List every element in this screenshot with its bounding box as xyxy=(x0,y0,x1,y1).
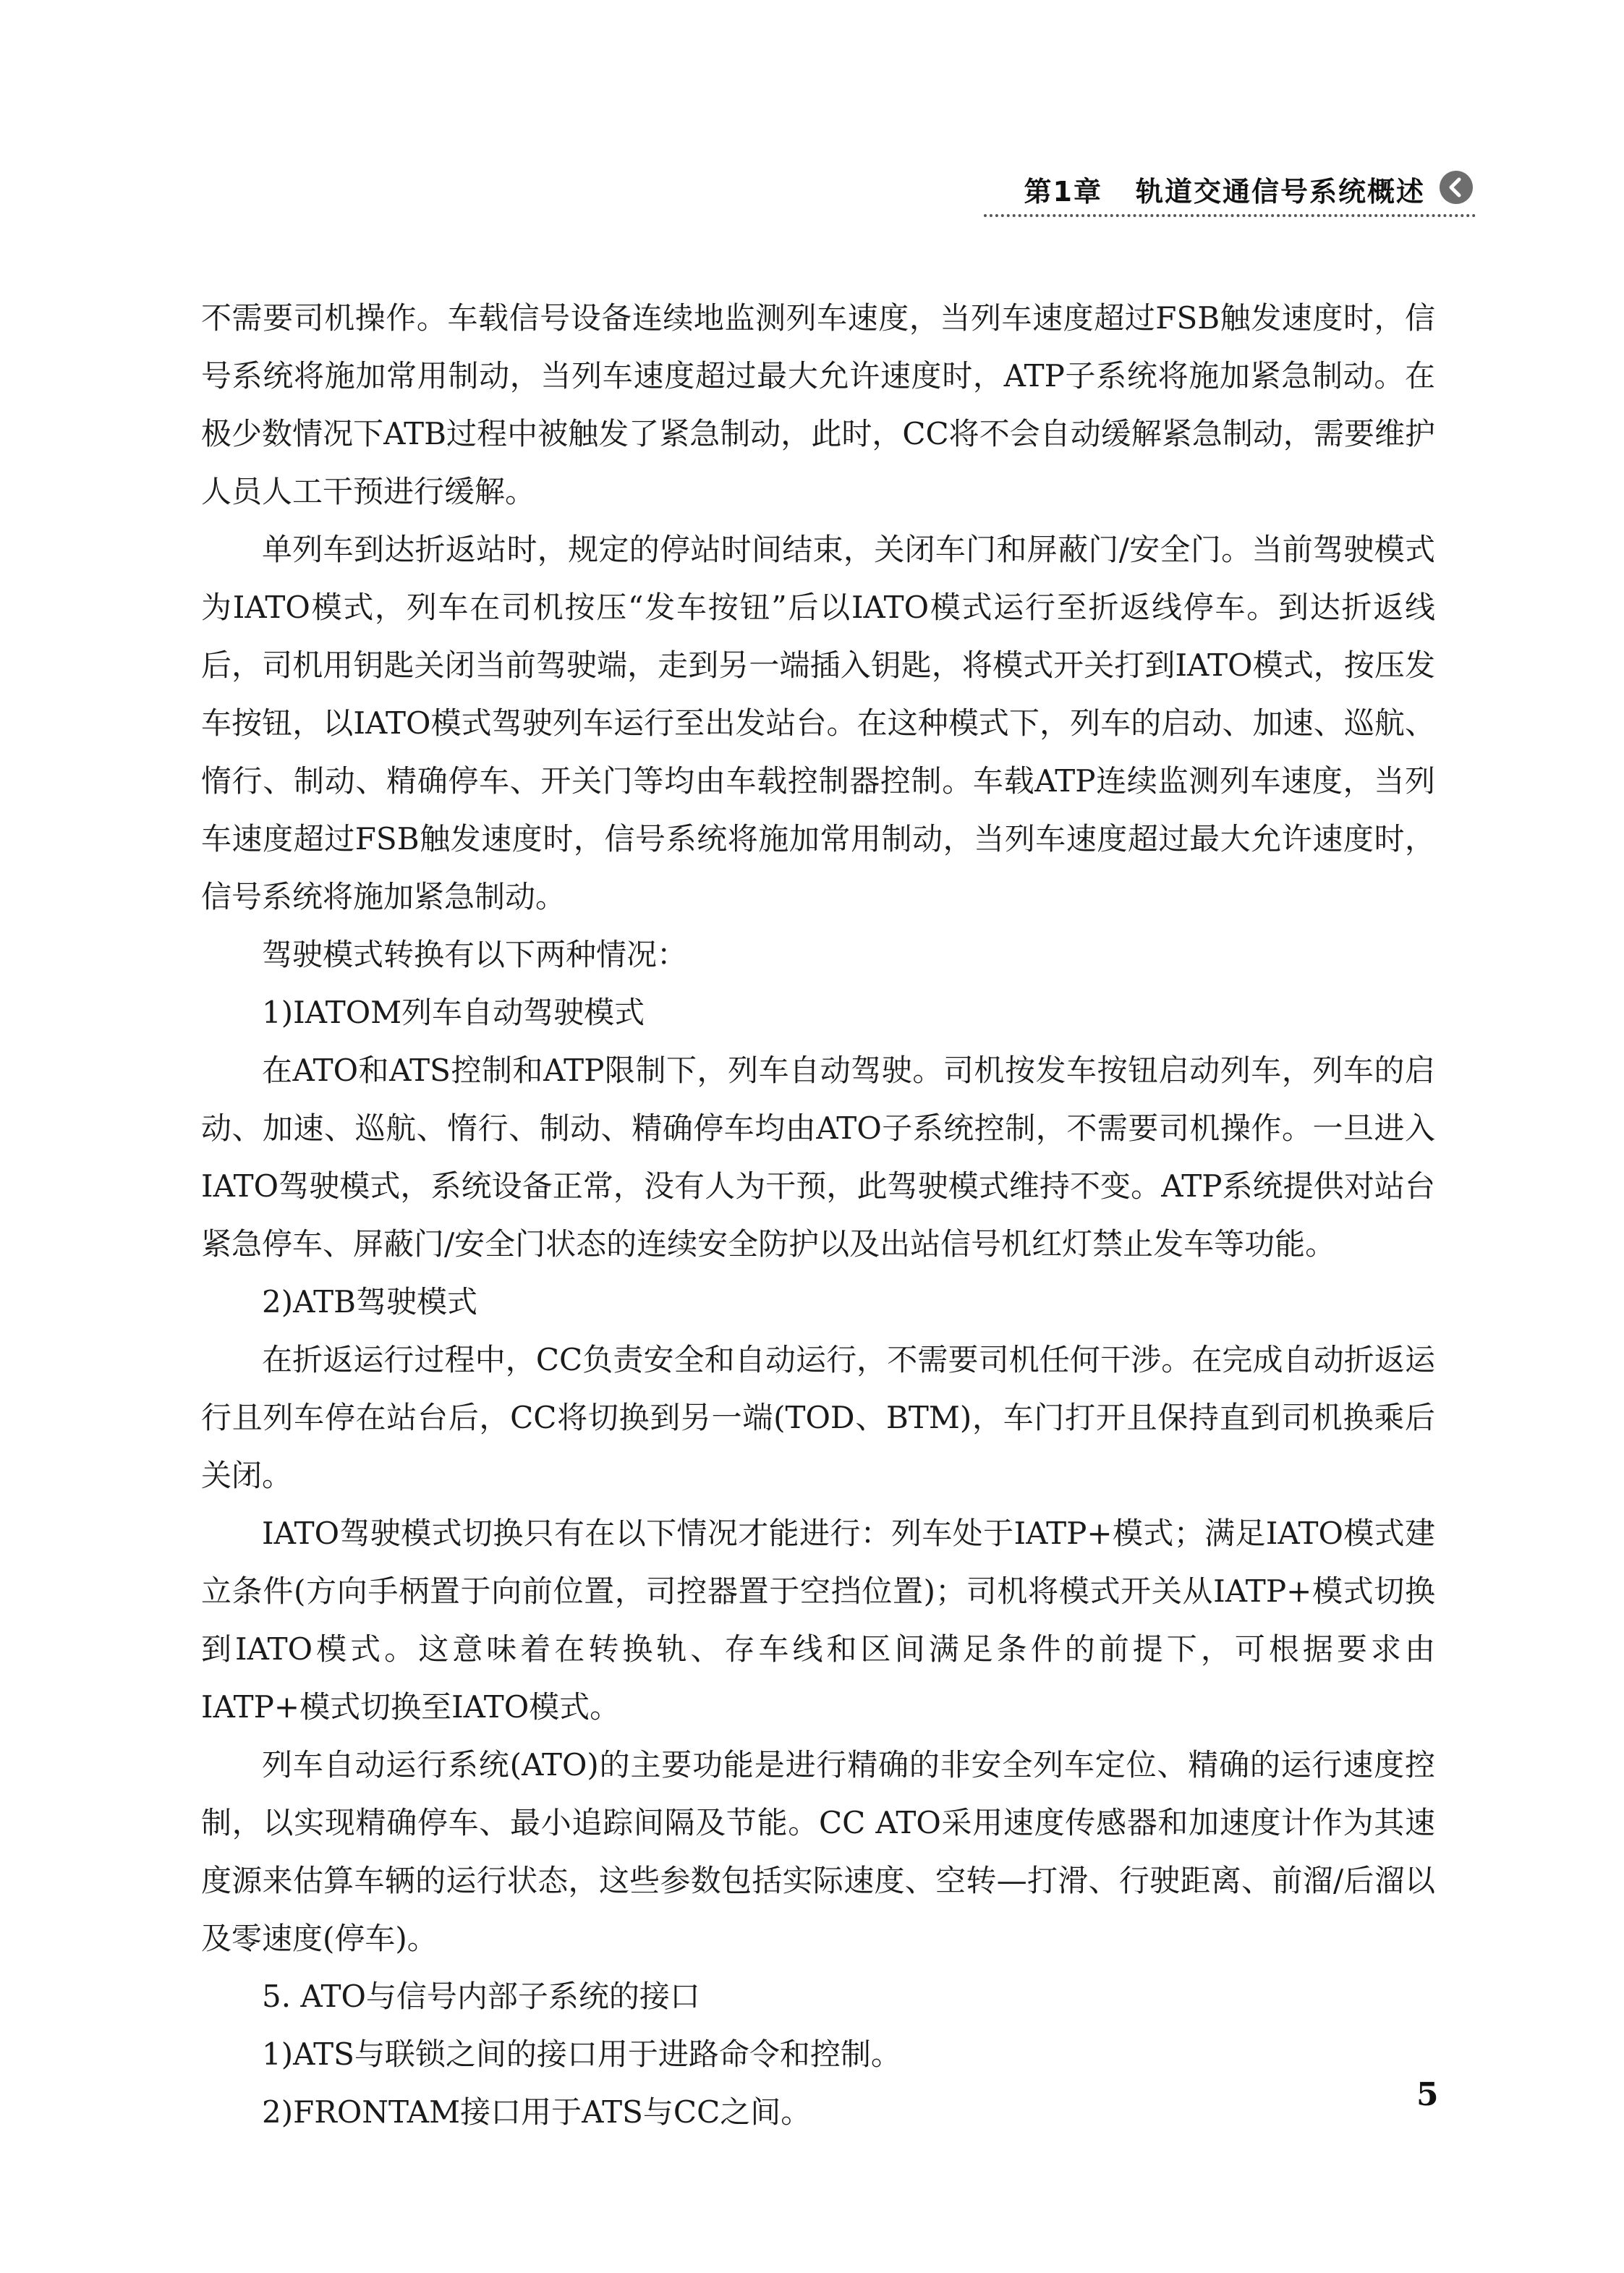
page-number: 5 xyxy=(1416,2076,1439,2113)
heading-atb: 2)ATB驾驶模式 xyxy=(262,1284,478,1320)
list-item-ats-interlocking: 1)ATS与联锁之间的接口用于进路命令和控制。 xyxy=(262,2036,901,2072)
paragraph-ato-function: 列车自动运行系统(ATO)的主要功能是进行精确的非安全列车定位、精确的运行速度控制，以实现精确停车、最小追踪间隔及节能。CC ATO采用速度传感器和加速度计作为其速度源来估算车辆的运行状态，这些参数包括实际速度、空转—打滑、行驶距离、前溜/后溜以及零速度(停车)。 xyxy=(201,1747,1435,1956)
paragraph-turnback: 单列车到达折返站时，规定的停站时间结束，关闭车门和屏蔽门/安全门。当前驾驶模式为IATO模式，列车在司机按压“发车按钮”后以IATO模式运行至折返线停车。到达折返线后，司机用钥匙关闭当前驾驶端，走到另一端插入钥匙，将模式开关打到IATO模式，按压发车按钮，以IATO模式驾驶列车运行至出发站台。在这种模式下，列车的启动、加速、巡航、惰行、制动、精确停车、开关门等均由车载控制器控制。车载ATP连续监测列车速度，当列车速度超过FSB触发速度时，信号系统将施加常用制动，当列车速度超过最大允许速度时，信号系统将施加紧急制动。 xyxy=(201,532,1435,914)
running-header xyxy=(984,165,1476,210)
heading-iatom: 1)IATOM列车自动驾驶模式 xyxy=(262,995,645,1030)
body-text xyxy=(201,289,1435,2141)
paragraph-atb: 在折返运行过程中，CC负责安全和自动运行，不需要司机任何干涉。在完成自动折返运行且列车停在站台后，CC将切换到另一端(TOD、BTM)，车门打开且保持直到司机换乘后关闭。 xyxy=(201,1342,1435,1493)
header-text xyxy=(1024,169,1425,209)
paragraph-iato-switch: IATO驾驶模式切换只有在以下情况才能进行：列车处于IATP+模式；满足IATO模式建立条件(方向手柄置于向前位置，司控器置于空挡位置)；司机将模式开关从IATP+模式切换到IATO模式。这意味着在转换轨、存车线和区间满足条件的前提下，可根据要求由IATP+模式切换至IATO模式。 xyxy=(201,1516,1435,1725)
paragraph-mode-switch-intro: 驾驶模式转换有以下两种情况： xyxy=(262,937,688,972)
chevron-left-circle-icon xyxy=(1440,171,1473,204)
paragraph-iatom: 在ATO和ATS控制和ATP限制下，列车自动驾驶。司机按发车按钮启动列车，列车的启动、加速、巡航、惰行、制动、精确停车均由ATO子系统控制，不需要司机操作。一旦进入IATO驾驶模式，系统设备正常，没有人为干预，此驾驶模式维持不变。ATP系统提供对站台紧急停车、屏蔽门/安全门状态的连续安全防护以及出站信号机红灯禁止发车等功能。 xyxy=(201,1053,1435,1262)
chapter-title: 轨道交通信号系统概述 xyxy=(1135,176,1425,208)
list-item-frontam: 2)FRONTAM接口用于ATS与CC之间。 xyxy=(262,2094,812,2130)
heading-ato-interface: 5. ATO与信号内部子系统的接口 xyxy=(262,1979,700,2014)
chapter-number: 第1章 xyxy=(1024,176,1102,208)
header-dotted-rule xyxy=(984,214,1476,217)
paragraph-continued: 不需要司机操作。车载信号设备连续地监测列车速度，当列车速度超过FSB触发速度时，信号系统将施加常用制动，当列车速度超过最大允许速度时，ATP子系统将施加紧急制动。在极少数情况下ATB过程中被触发了紧急制动，此时，CC将不会自动缓解紧急制动，需要维护人员人工干预进行缓解。 xyxy=(201,300,1435,509)
